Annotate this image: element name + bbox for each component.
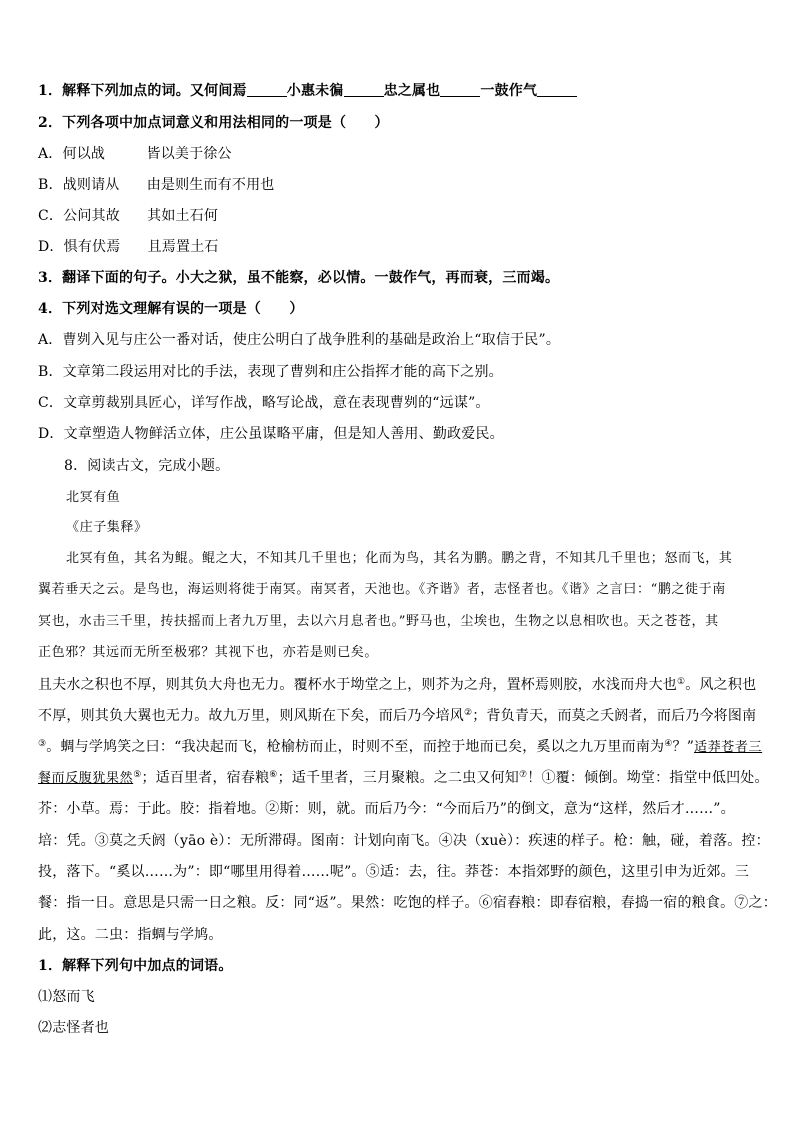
note-marker: ④ — [664, 739, 673, 749]
q2-option-d[interactable] — [38, 237, 219, 257]
q4-option-a[interactable]: A．曹刿入见与庄公一番对话，使庄公明白了战争胜利的基础是政治上“取信于民”。 — [38, 332, 561, 348]
passage-line-1: 北冥有鱼，其名为鲲。鲲之大，不知其几千里也；化而为鸟，其名为鹏。鹏之背，不知其几千里也；怒而飞，其 — [66, 551, 733, 566]
answer-blank-3[interactable] — [440, 82, 480, 97]
option-right: 由是则生而有不用也 — [146, 177, 275, 193]
notes-text: 且夫水之积也不厚，则其负大舟也无力。覆杯水于坳堂之上，则芥为之舟，置杯焉则胶，水浅而舟大也 — [38, 677, 677, 693]
passage-line-2: 翼若垂天之云。是鸟也，海运则将徙于南冥。南冥者，天池也。《齐谐》者，志怪者也。《谐》之言曰：“鹏之徙于南 — [38, 582, 726, 597]
question-4: 4．下列对选文理解有误的一项是（ ） — [38, 301, 304, 317]
notes-line-1 — [38, 675, 756, 695]
question-1-word-2: 小惠未徧 — [286, 83, 344, 99]
answer-blank-4[interactable] — [537, 82, 577, 97]
q2-option-a[interactable] — [38, 144, 232, 164]
notes-line-7: 投，落下。“奚以……为”：即“哪里用得着……呢”。⑤适：去，往。莽苍：本指郊野的颜色，这里引申为近郊。三 — [38, 864, 750, 880]
underlined-sentence: 餐而反腹犹果然 — [38, 771, 134, 786]
option-left: 战则请从 — [62, 177, 120, 193]
notes-text: 不厚，则其负大翼也无力。故九万里，则风斯在下矣，而后乃今培风 — [38, 708, 464, 724]
option-left: 公问其故 — [63, 208, 120, 224]
option-left: 惧有伏焉 — [63, 239, 121, 255]
q4-option-b[interactable]: B．文章第二段运用对比的手法，表现了曹刿和庄公指挥才能的高下之别。 — [38, 364, 503, 380]
notes-text: ；适百里者，宿春粮 — [141, 770, 270, 786]
passage-line-4: 正色邪？其远而无所至极邪？其视下也，亦若是则已矣。 — [38, 645, 379, 660]
answer-blank-2[interactable] — [344, 82, 384, 97]
question-1-number: 1． — [38, 83, 63, 99]
passage-source: 《庄子集释》 — [66, 520, 148, 535]
q2-option-b[interactable] — [38, 175, 275, 195]
notes-line-3 — [38, 737, 762, 758]
option-label: B． — [38, 177, 63, 193]
q2-option-c[interactable] — [38, 206, 218, 226]
question-2: 2．下列各项中加点词意义和用法相同的一项是（ ） — [38, 115, 389, 131]
note-marker: ② — [464, 708, 473, 718]
sub-item-1[interactable]: ⑴怒而飞 — [38, 989, 95, 1005]
question-1-text: 解释下列加点的词。又何间焉 — [62, 83, 247, 99]
option-right: 皆以美于徐公 — [146, 146, 232, 162]
option-right: 其如土石何 — [147, 208, 219, 224]
notes-text: ；背负青天，而莫之夭阏者，而后乃今将图南 — [472, 708, 757, 724]
answer-blank-1[interactable] — [247, 82, 287, 97]
underlined-sentence: 适莽苍者三 — [694, 740, 763, 755]
option-label: A． — [38, 146, 63, 162]
note-marker: ⑥ — [269, 770, 278, 780]
passage-line-3: 冥也，水击三千里，抟扶摇而上者九万里，去以六月息者也。”野马也，尘埃也，生物之以息相吹也。天之苍苍，其 — [38, 614, 719, 629]
q4-option-d[interactable]: D．文章塑造人物鲜活立体，庄公虽谋略平庸，但是知人善用、勤政爱民。 — [38, 426, 504, 442]
passage-title: 北冥有鱼 — [66, 490, 121, 505]
notes-line-9: 此，这。二虫：指蜩与学鸠。 — [38, 927, 223, 943]
question-1 — [38, 81, 577, 101]
notes-text: 。蜩与学鸠笑之曰：“我决起而飞，枪榆枋而止，时则不至，而控于地而已矣，奚以之九万里而南为 — [46, 739, 665, 755]
notes-line-8: 餐：指一日。意思是只需一日之粮。反：同“返”。果然：吃饱的样子。⑥宿舂粮：即春宿粮，春捣一宿的粮食。⑦之： — [38, 895, 777, 911]
note-marker: ⑦ — [518, 770, 528, 780]
notes-line-5: 芥：小草。焉：于此。胶：指着地。②斯：则，就。而后乃今：“今而后乃”的倒文，意为“这样，然后才……”。 — [38, 801, 735, 817]
notes-text: ！①覆：倾倒。坳堂：指堂中低凹处。 — [527, 770, 769, 786]
question-8: 8．阅读古文，完成小题。 — [64, 458, 230, 474]
notes-line-6: 培：凭。③莫之夭阏（yāo è）：无所滞碍。图南：计划向南飞。④决（xuè）：疾速的样子。枪：触，碰，着落。控： — [38, 833, 770, 849]
sub-item-2[interactable]: ⑵志怪者也 — [38, 1020, 109, 1036]
option-label: D． — [38, 239, 64, 255]
option-right: 且焉置土石 — [147, 239, 219, 255]
option-left: 何以战 — [62, 146, 106, 162]
option-label: C． — [38, 208, 64, 224]
note-marker: ③ — [38, 739, 47, 749]
notes-text: ；适千里者，三月聚粮。之二虫又何知 — [277, 770, 519, 786]
notes-text: ？” — [672, 739, 695, 755]
notes-line-2 — [38, 706, 756, 726]
note-marker: ⑤ — [133, 770, 142, 780]
question-1-word-4: 一鼓作气 — [480, 83, 538, 99]
question-1-word-3: 忠之属也 — [383, 83, 441, 99]
question-3: 3．翻译下面的句子。小大之狱，虽不能察，必以情。一鼓作气，再而衰，三而竭。 — [38, 270, 560, 286]
q4-option-c[interactable]: C．文章剪裁别具匠心，详写作战，略写论战，意在表现曹刿的“远谋”。 — [38, 395, 490, 411]
note-marker: ① — [677, 677, 686, 687]
sub-question-1: 1．解释下列句中加点的词语。 — [38, 958, 233, 974]
notes-text: 。风之积也 — [685, 677, 757, 693]
notes-line-4 — [38, 768, 769, 789]
